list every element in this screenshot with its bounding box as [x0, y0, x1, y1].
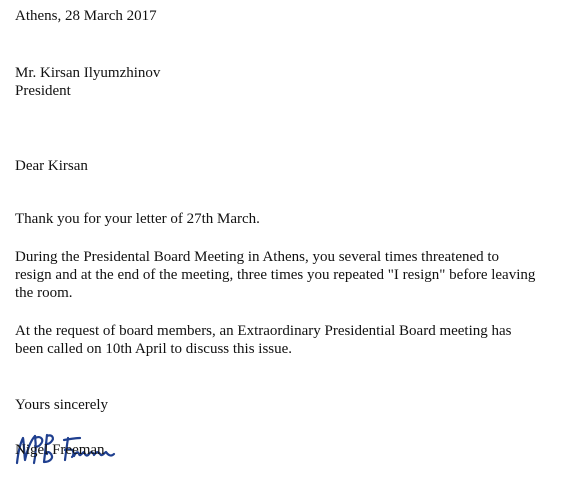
paragraph-3-line-2: been called on 10th April to discuss this issue. — [15, 341, 293, 357]
paragraph-1-line-1: Thank you for your letter of 27th March. — [15, 211, 260, 227]
paragraph-2-line-1: During the Presidental Board Meeting in Athens, you several times threatened to — [15, 249, 500, 265]
recipient-title: President — [15, 83, 71, 99]
closing: Yours sincerely — [15, 397, 109, 413]
paragraph-2-line-2: resign and at the end of the meeting, three times you repeated "I resign" before leaving — [15, 267, 536, 283]
recipient-name: Mr. Kirsan Ilyumzhinov — [15, 65, 161, 81]
paragraph-3-line-1: At the request of board members, an Extraordinary Presidential Board meeting has — [15, 323, 512, 339]
paragraph-2-line-3: the room. — [15, 285, 73, 301]
signer-name: Nigel Freeman — [15, 442, 105, 458]
salutation: Dear Kirsan — [15, 158, 88, 174]
place-date: Athens, 28 March 2017 — [15, 8, 157, 24]
